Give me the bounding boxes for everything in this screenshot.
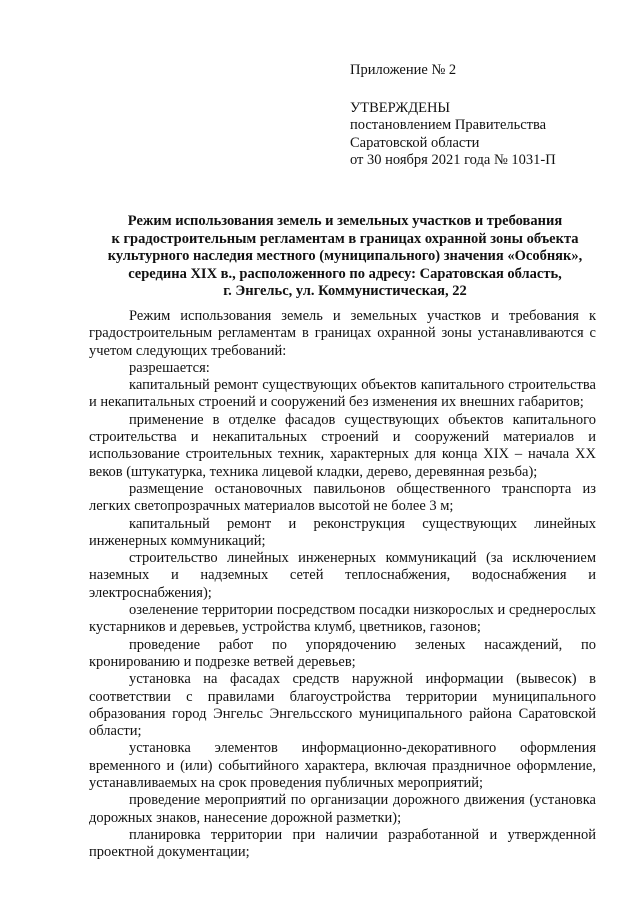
- annex-header: [350, 62, 556, 170]
- title-line: культурного наследия местного (муниципального) значения «Особняк»,: [107, 248, 583, 265]
- list-item: капитальный ремонт и реконструкция существующих линейных инженерных коммуникаций;: [89, 515, 596, 549]
- approval-block: [350, 100, 556, 170]
- list-item: проведение мероприятий по организации дорожного движения (установка дорожных знаков, нанесение дорожной разметки);: [89, 792, 596, 826]
- document-title: [88, 213, 602, 301]
- title-line: к градостроительным регламентам в границах охранной зоны объекта: [111, 230, 579, 247]
- list-item: капитальный ремонт существующих объектов капитального строительства и некапитальных строений и сооружений без изменения их внешних габаритов;: [89, 377, 596, 411]
- permitted-heading: разрешается:: [129, 359, 210, 376]
- list-item: планировка территории при наличии разработанной и утвержденной проектной документации;: [89, 826, 596, 861]
- approval-line: от 30 ноября 2021 года № 1031-П: [350, 152, 556, 168]
- list-item: установка элементов информационно-декоративного оформления временного и (или) событийного характера, включая праздничное оформление, устанавливаемых на срок проведения публичных мероприятий;: [89, 740, 596, 792]
- title-line: середина XIX в., расположенного по адресу: Саратовская область,: [128, 265, 562, 282]
- intro-paragraph: Режим использования земель и земельных участков и требования к градостроительным регламентам в границах охранной зоны устанавливаются с учетом следующих требований:: [89, 308, 596, 359]
- title-line: Режим использования земель и земельных участков и требования: [127, 213, 563, 229]
- approval-line: Саратовской области: [350, 134, 480, 151]
- title-line: г. Энгельс, ул. Коммунистическая, 22: [223, 283, 467, 300]
- document-body: [89, 308, 596, 862]
- list-item: проведение работ по упорядочению зеленых насаждений, по кронированию и подрезке ветвей деревьев;: [89, 636, 596, 670]
- list-item: строительство линейных инженерных коммуникаций (за исключением наземных и надземных сетей теплоснабжения, водоснабжения и электроснабжения);: [89, 550, 596, 601]
- list-item: установка на фасадах средств наружной информации (вывесок) в соответствии с правилами благоустройства территории муниципального образования город Энгельс Энгельсского муниципального района Саратовской области;: [89, 671, 596, 740]
- approval-line: постановлением Правительства: [350, 117, 547, 133]
- approval-line: УТВЕРЖДЕНЫ: [350, 99, 451, 116]
- annex-number: Приложение № 2: [350, 62, 457, 78]
- list-item: озеленение территории посредством посадки низкорослых и среднерослых кустарников и деревьев, устройства клумб, цветников, газонов;: [89, 602, 596, 636]
- list-item: размещение остановочных павильонов общественного транспорта из легких светопрозрачных материалов высотой не более 3 м;: [89, 480, 596, 515]
- list-item: применение в отделке фасадов существующих объектов капитального строительства и некапитальных строений и сооружений материалов и использование строительных техник, характерных для конца XIX – начала XX веков (штукатурка, техника лицевой кладки, дерево, деревянная резьба);: [89, 411, 596, 480]
